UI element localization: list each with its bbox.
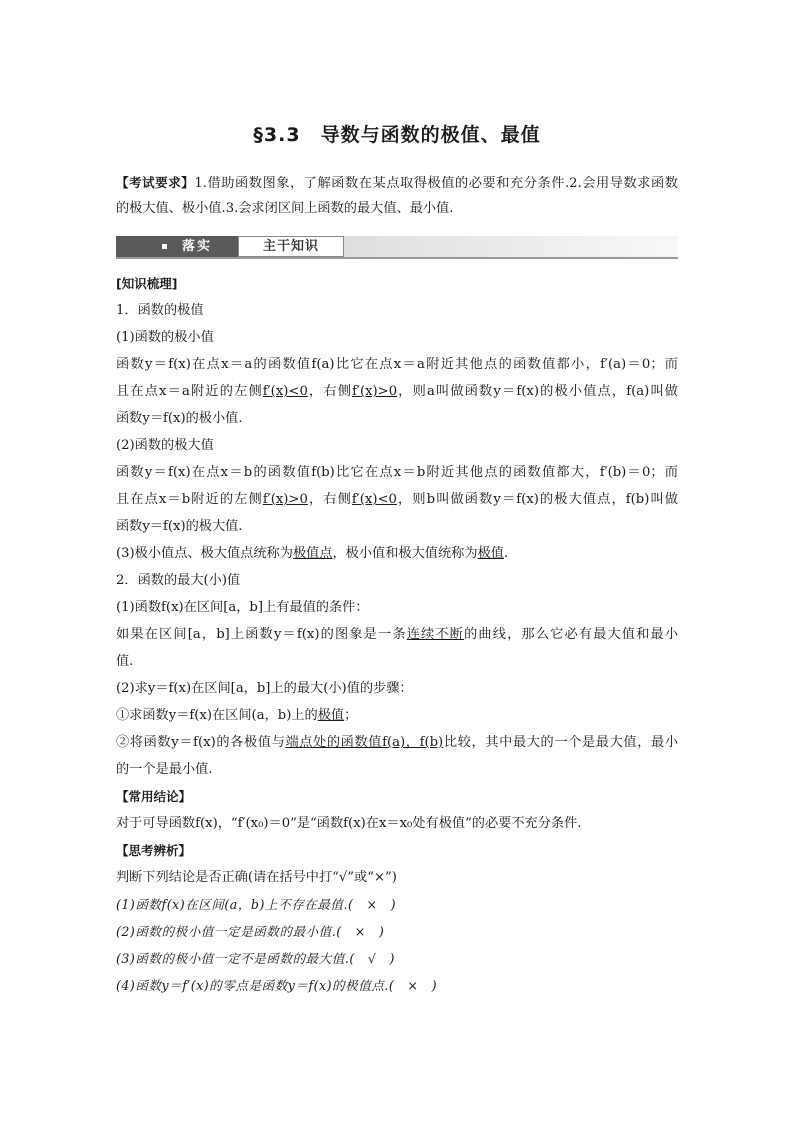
banner-label-light: 主干知识: [238, 236, 344, 257]
section-1-heading: 1．函数的极值: [116, 303, 204, 318]
section-banner: [116, 236, 678, 259]
min-line-1: 函数y＝f(x)在点x＝a的函数值f(a)比它在点x＝a附近其他点的函数值都小，f′(a)＝0；而: [116, 357, 678, 372]
section-1b-heading: (2)函数的极大值: [116, 438, 214, 453]
judge-heading: 【思考辨析】: [116, 843, 192, 858]
max-line-1: 函数y＝f(x)在点x＝b的函数值f(b)比它在点x＝b附近其他点的函数值都大，f′(b)＝0；而: [116, 465, 678, 480]
conclusion-heading: 【常用结论】: [116, 789, 192, 804]
answer-blank: 连续不断: [406, 627, 465, 642]
answer-blank: f′(x)>0: [352, 384, 398, 399]
requirements-line-1: 1.借助函数图象，了解函数在某点取得极值的必要和充分条件.2.会用导数求函数: [194, 176, 678, 191]
judge-item: (3)函数的极小值一定不是函数的最大值.( √ ): [116, 951, 395, 966]
content-body: [116, 270, 678, 999]
answer-blank: f′(x)<0: [351, 492, 397, 507]
step-2-cont: 的一个是最小值.: [116, 762, 213, 777]
section-2a-line-2: 值.: [116, 654, 134, 669]
min-line-2: 且在点x＝a附近的左侧f′(x)<0，右侧f′(x)>0，则a叫做函数y＝f(x)的极小值点，f(a)叫做: [116, 384, 678, 399]
max-line-3: 函数y＝f(x)的极大值.: [116, 519, 243, 534]
answer-blank: 极值点: [292, 546, 333, 561]
judge-intro: 判断下列结论是否正确(请在括号中打“√”或“×”): [116, 870, 397, 885]
requirements-line-2: 的极大值、极小值.3.会求闭区间上函数的最大值、最小值.: [116, 201, 454, 216]
section-2a-line-1: 如果在区间[a，b]上函数y＝f(x)的图象是一条连续不断的曲线，那么它必有最大值和最小: [116, 627, 678, 642]
section-1a-heading: (1)函数的极小值: [116, 330, 214, 345]
answer-blank: f′(x)<0: [262, 384, 308, 399]
exam-requirements: [116, 170, 678, 221]
answer-blank: 极值: [317, 708, 345, 723]
section-2-heading: 2．函数的最大(小)值: [116, 573, 241, 588]
section-2b-heading: (2)求y＝f(x)在区间[a，b]上的最大(小)值的步骤：: [116, 681, 413, 696]
min-line-3: 函数y＝f(x)的极小值.: [116, 411, 243, 426]
conclusion-text: 对于可导函数f(x)，“f′(x₀)＝0”是“函数f(x)在x＝x₀处有极值”的必要不充分条件.: [116, 816, 582, 831]
answer-blank: f′(x)>0: [262, 492, 308, 507]
max-line-2: 且在点x＝b附近的左侧f′(x)>0，右侧f′(x)<0，则b叫做函数y＝f(x)的极大值点，f(b)叫做: [116, 492, 678, 507]
judge-item: (2)函数的极小值一定是函数的最小值.( × ): [116, 924, 385, 939]
knowledge-heading: [知识梳理]: [116, 276, 178, 291]
answer-blank: 端点处的函数值f(a)，f(b): [285, 735, 444, 750]
page-title: §3.3 导数与函数的极值、最值: [253, 124, 541, 146]
section-2a-heading: (1)函数f(x)在区间[a，b]上有最值的条件：: [116, 600, 369, 615]
banner-label-dark: 落实: [182, 239, 213, 254]
answer-blank: 极值: [477, 546, 504, 561]
requirements-tag: 【考试要求】: [116, 175, 195, 190]
step-1: ①求函数y＝f(x)在区间(a，b)上的极值；: [116, 708, 358, 723]
square-bullet-icon: [162, 244, 167, 249]
judge-item: (4)函数y＝f′(x)的零点是函数y＝f(x)的极值点.( × ): [116, 978, 437, 993]
section-1c: (3)极小值点、极大值点统称为极值点，极小值和极大值统称为极值.: [116, 546, 509, 561]
judge-item: (1)函数f(x)在区间(a，b)上不存在最值.( × ): [116, 897, 397, 912]
step-2: ②将函数y＝f(x)的各极值与端点处的函数值f(a)，f(b)比较，其中最大的一个是最大值，最小: [116, 735, 678, 750]
